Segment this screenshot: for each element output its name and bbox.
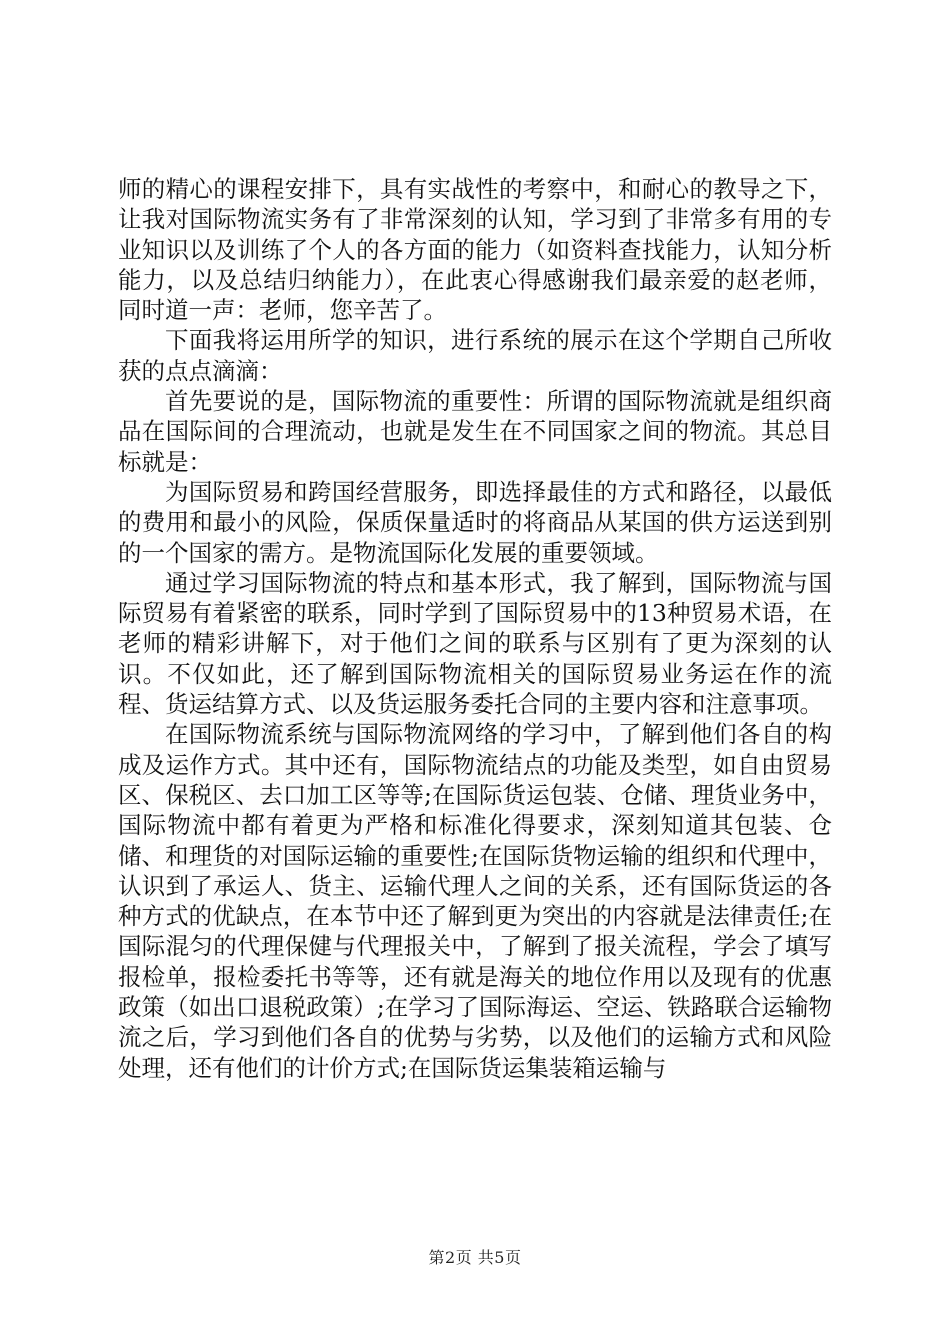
paragraph-4: 为国际贸易和跨国经营服务，即选择最佳的方式和路径，以最低的费用和最小的风险，保质保量适时的将商品从某国的供方运送到别的一个国家的需方。是物流国际化发展的重要领域。 (118, 477, 832, 567)
paragraph-6: 在国际物流系统与国际物流网络的学习中，了解到他们各自的构成及运作方式。其中还有，国际物流结点的功能及类型，如自由贸易区、保税区、去口加工区等等;在国际货运包装、仓储、理货业务中，国际物流中都有着更为严格和标准化得要求，深刻知道其包装、仓储、和理货的对国际运输的重要性;在国际货物运输的组织和代理中，认识到了承运人、货主、运输代理人之间的关系，还有国际货运的各种方式的优缺点，在本节中还了解到更为突出的内容就是法律责任;在国际混匀的代理保健与代理报关中，了解到了报关流程，学会了填写报检单，报检委托书等等，还有就是海关的地位作用以及现有的优惠政策（如出口退税政策）;在学习了国际海运、空运、铁路联合运输物流之后，学习到他们各自的优势与劣势，以及他们的运输方式和风险处理，还有他们的计价方式;在国际货运集装箱运输与 (118, 720, 832, 1082)
document-body (118, 174, 832, 1083)
paragraph-2: 下面我将运用所学的知识，进行系统的展示在这个学期自己所收获的点点滴滴： (118, 326, 832, 385)
paragraph-1: 师的精心的课程安排下，具有实战性的考察中，和耐心的教导之下，让我对国际物流实务有了非常深刻的认知，学习到了非常多有用的专业知识以及训练了个人的各方面的能力（如资料查找能力，认知分析能力，以及总结归纳能力），在此衷心得感谢我们最亲爱的赵老师，同时道一声：老师，您辛苦了。 (118, 175, 832, 325)
page-number-footer: 第2页 共5页 (428, 1248, 522, 1267)
paragraph-5: 通过学习国际物流的特点和基本形式，我了解到，国际物流与国际贸易有着紧密的联系，同时学到了国际贸易中的13种贸易术语，在老师的精彩讲解下，对于他们之间的联系与区别有了更为深刻的认识。不仅如此，还了解到国际物流相关的国际贸易业务运在作的流程、货运结算方式、以及货运服务委托合同的主要内容和注意事项。 (118, 568, 832, 719)
paragraph-3: 首先要说的是，国际物流的重要性：所谓的国际物流就是组织商品在国际间的合理流动，也就是发生在不同国家之间的物流。其总目标就是： (118, 387, 832, 476)
